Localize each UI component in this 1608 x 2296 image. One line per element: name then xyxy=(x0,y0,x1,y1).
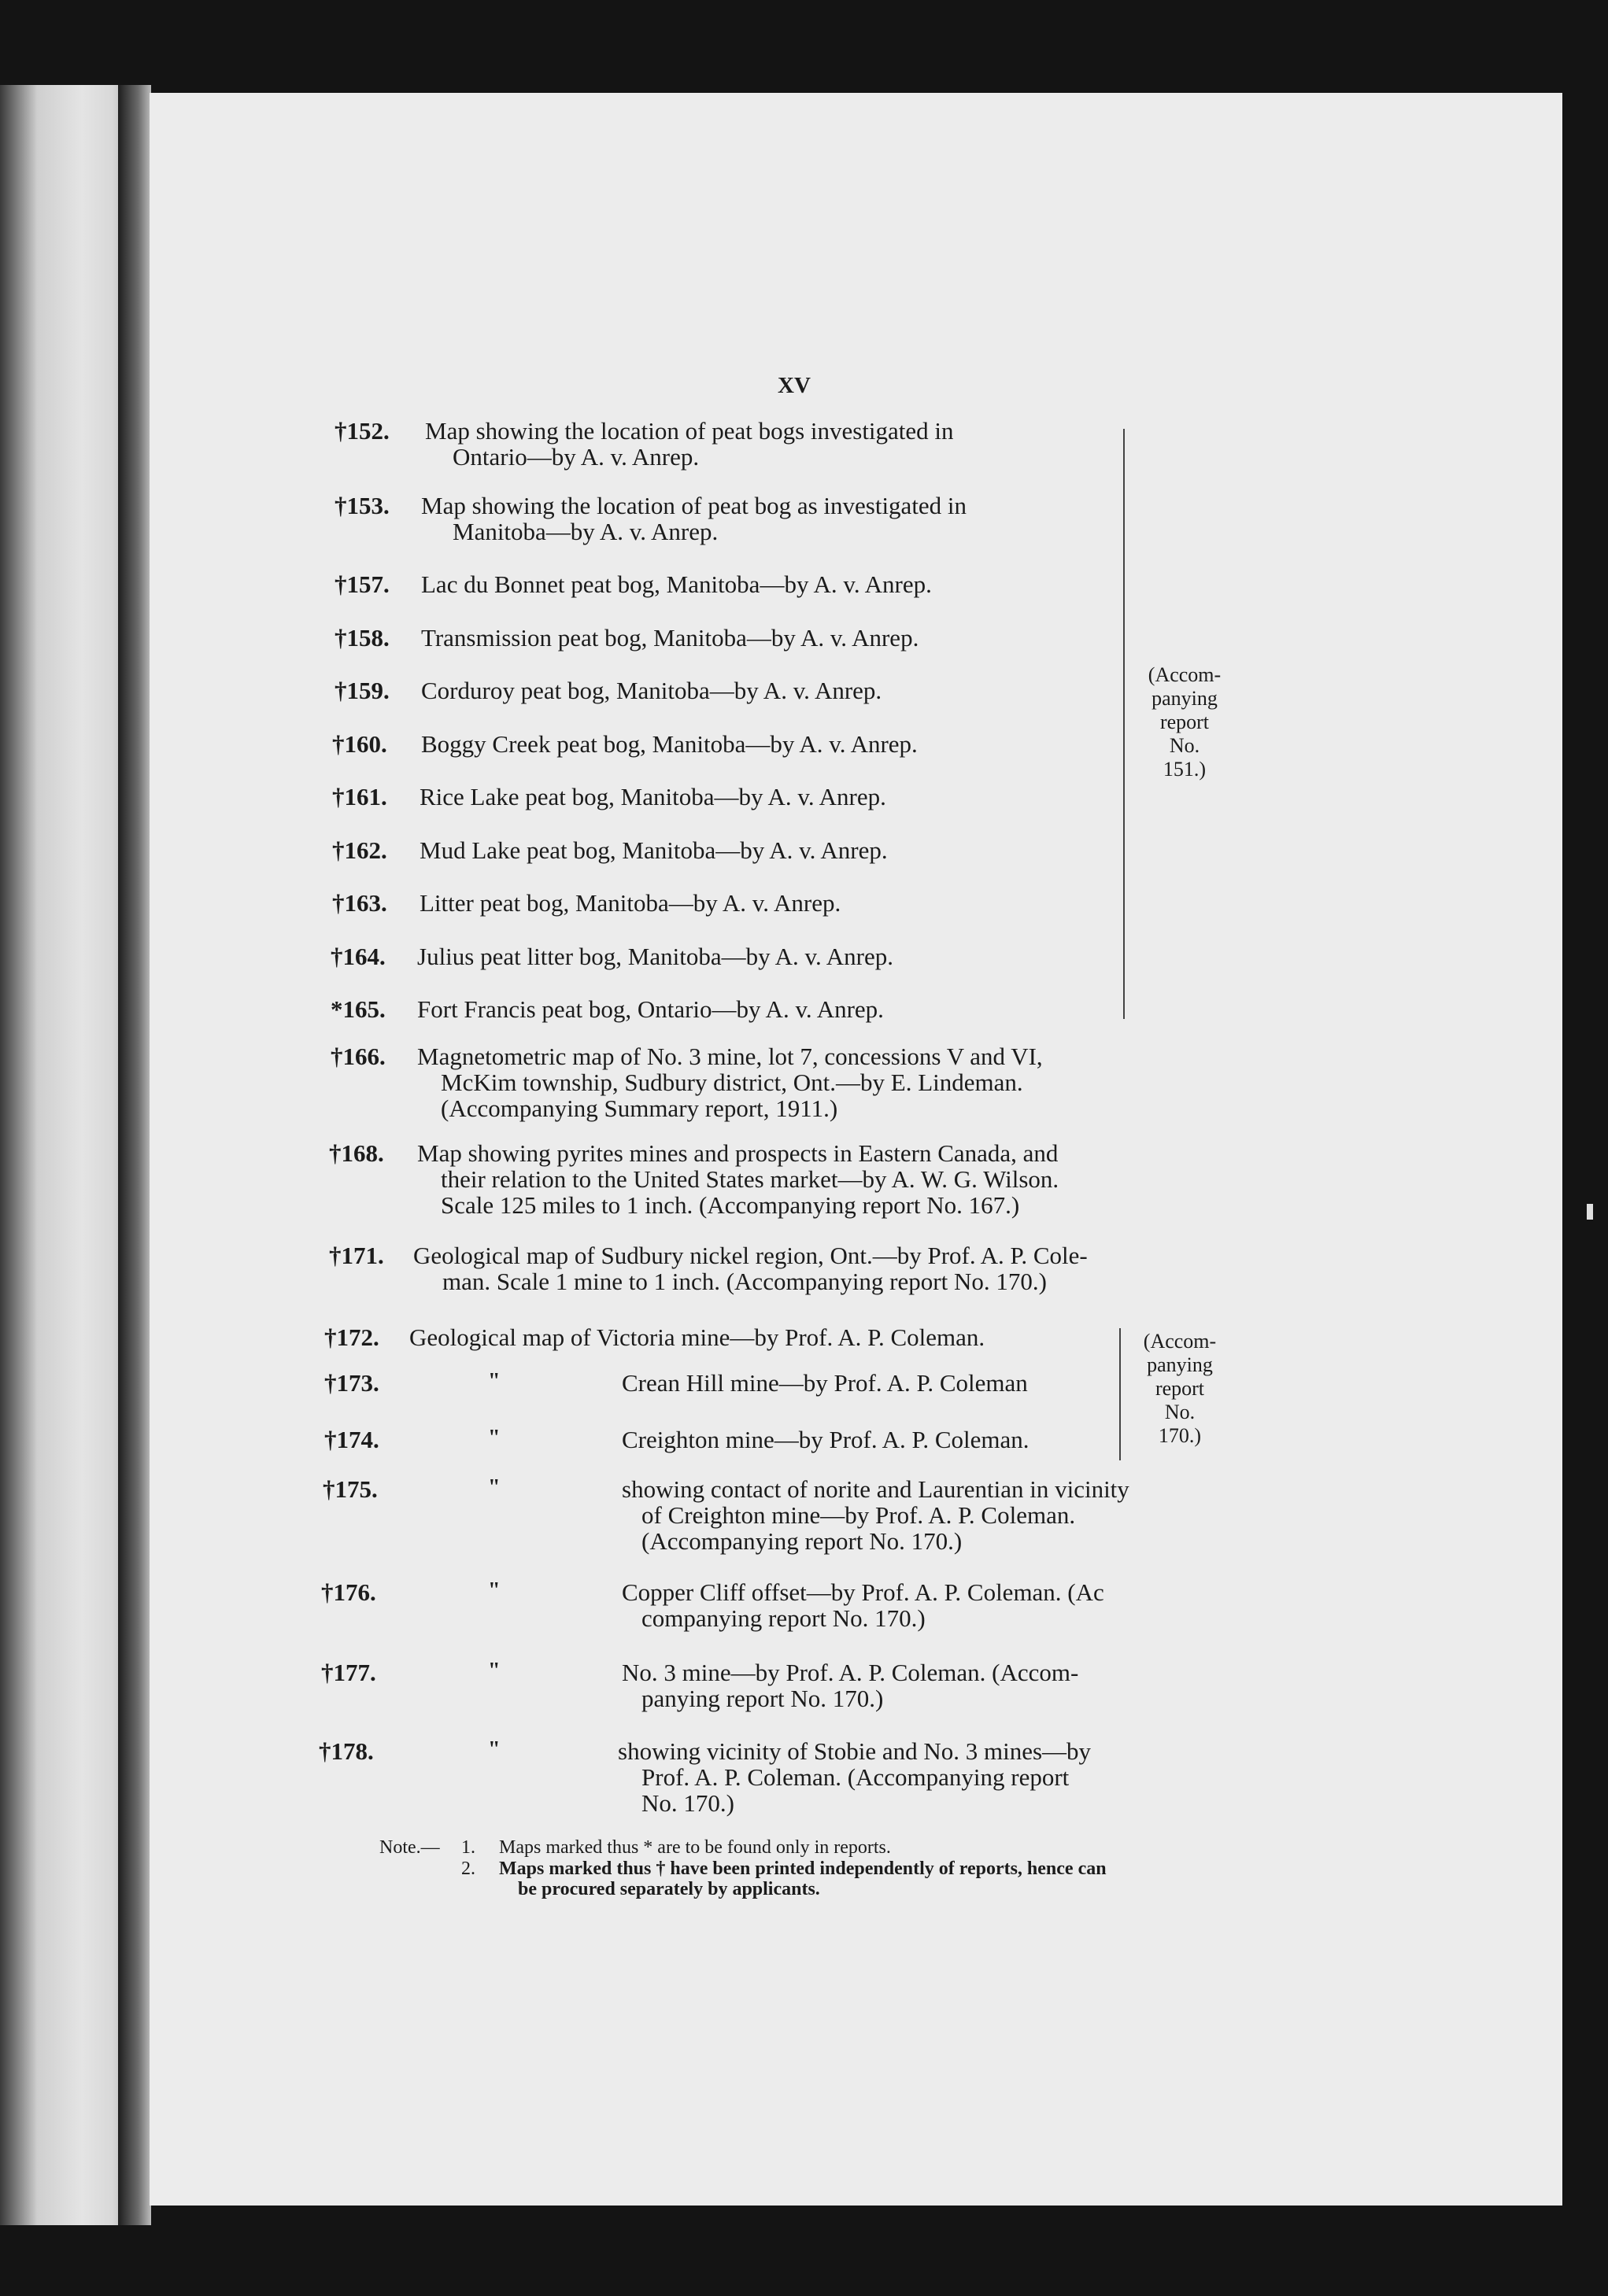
entry-text-line: Litter peat bog, Manitoba—by A. v. Anrep. xyxy=(420,889,841,917)
entry-text-line: Corduroy peat bog, Manitoba—by A. v. Anrep. xyxy=(421,677,882,704)
entry-text-line: Fort Francis peat bog, Ontario—by A. v. Anrep. xyxy=(417,995,884,1023)
brace-line: report xyxy=(1155,1376,1205,1400)
entry-number: †163. xyxy=(332,889,387,917)
entry-number: †171. xyxy=(329,1242,384,1269)
entry-text-line: showing vicinity of Stobie and No. 3 mines—by xyxy=(618,1737,1092,1765)
entry-text-line: man. Scale 1 mine to 1 inch. (Accompanying report No. 170.) xyxy=(442,1268,1047,1295)
entry-text-line: Copper Cliff offset—by Prof. A. P. Coleman. (Ac xyxy=(622,1578,1104,1606)
entry-number: †166. xyxy=(331,1043,386,1070)
entry-text-line: Ontario—by A. v. Anrep. xyxy=(453,443,700,471)
entry-text-line: showing contact of norite and Laurentian in vicinity xyxy=(622,1475,1129,1503)
note-label: Note.— xyxy=(379,1837,440,1858)
entry-text-line: Manitoba—by A. v. Anrep. xyxy=(453,518,719,545)
brace-line: panying xyxy=(1147,1353,1213,1376)
book-spine xyxy=(118,85,151,2225)
entry-text-line: Boggy Creek peat bog, Manitoba—by A. v. Anrep. xyxy=(421,730,918,758)
note-1-number: 1. xyxy=(461,1837,475,1858)
entry-text-line: Julius peat litter bog, Manitoba—by A. v. Anrep. xyxy=(417,943,893,970)
brace-line: No. xyxy=(1169,733,1200,757)
entry-number: †164. xyxy=(331,943,386,970)
entry-number: †158. xyxy=(335,624,390,652)
entry-text-line: Creighton mine—by Prof. A. P. Coleman. xyxy=(622,1426,1029,1453)
entry-number: †168. xyxy=(329,1139,384,1167)
entry-text-line: Map showing the location of peat bogs investigated in xyxy=(425,417,954,445)
brace-line: No. xyxy=(1164,1400,1196,1423)
entry-text-line: Transmission peat bog, Manitoba—by A. v. Anrep. xyxy=(421,624,919,652)
entry-text-line: Geological map of Sudbury nickel region, Ont.—by Prof. A. P. Cole- xyxy=(413,1242,1088,1269)
brace-rule-170 xyxy=(1119,1328,1121,1460)
ditto-mark: " xyxy=(488,1578,501,1603)
entry-number: †178. xyxy=(319,1737,374,1765)
note-2-text-line-1: Maps marked thus † have been printed independently of reports, hence can xyxy=(499,1859,1107,1879)
entry-number: †159. xyxy=(335,677,390,704)
entry-number: †172. xyxy=(324,1323,379,1351)
brace-line: report xyxy=(1159,710,1210,733)
ditto-mark: " xyxy=(488,1426,501,1450)
entry-text-line: Map showing the location of peat bog as investigated in xyxy=(421,492,967,519)
ditto-mark: " xyxy=(488,1369,501,1393)
right-margin-mark xyxy=(1587,1204,1593,1220)
entry-text-line: No. 170.) xyxy=(641,1789,734,1817)
brace-line: (Accom- xyxy=(1148,663,1222,686)
entry-text-line: Geological map of Victoria mine—by Prof. A. P. Coleman. xyxy=(409,1323,985,1351)
ditto-mark: " xyxy=(488,1659,501,1683)
ditto-mark: " xyxy=(488,1475,501,1500)
entry-text-line: Rice Lake peat bog, Manitoba—by A. v. Anrep. xyxy=(420,783,886,810)
entry-text-line: companying report No. 170.) xyxy=(641,1604,926,1632)
brace-label-151 xyxy=(1133,663,1236,781)
entry-text-line: Prof. A. P. Coleman. (Accompanying report xyxy=(641,1763,1070,1791)
entry-number: †153. xyxy=(335,492,390,519)
entry-text-line: Crean Hill mine—by Prof. A. P. Coleman xyxy=(622,1369,1028,1397)
entry-text-line: (Accompanying report No. 170.) xyxy=(641,1527,963,1555)
brace-rule-151 xyxy=(1123,429,1125,1019)
entry-text-line: their relation to the United States market—by A. W. G. Wilson. xyxy=(441,1165,1059,1193)
entry-text-line: McKim township, Sudbury district, Ont.—by E. Lindeman. xyxy=(441,1069,1023,1096)
entry-number: †152. xyxy=(335,417,390,445)
entry-number: †176. xyxy=(321,1578,376,1606)
entry-text-line: (Accompanying Summary report, 1911.) xyxy=(441,1094,838,1122)
entry-text-line: Map showing pyrites mines and prospects in Eastern Canada, and xyxy=(417,1139,1059,1167)
entry-number: †177. xyxy=(321,1659,376,1686)
entry-number: †161. xyxy=(332,783,387,810)
note-1-text: Maps marked thus * are to be found only in reports. xyxy=(499,1837,891,1858)
entry-number: †157. xyxy=(335,570,390,598)
brace-line: 170.) xyxy=(1158,1423,1202,1447)
entry-text-line: No. 3 mine—by Prof. A. P. Coleman. (Accom- xyxy=(622,1659,1079,1686)
entry-number: †174. xyxy=(324,1426,379,1453)
page-number: XV xyxy=(778,373,811,398)
note-2-text-line-2: be procured separately by applicants. xyxy=(518,1879,820,1899)
note-2-number: 2. xyxy=(461,1859,475,1879)
entry-text-line: Scale 125 miles to 1 inch. (Accompanying report No. 167.) xyxy=(441,1191,1020,1219)
entry-number: †162. xyxy=(332,836,387,864)
brace-line: 151.) xyxy=(1163,757,1207,781)
entry-text-line: Lac du Bonnet peat bog, Manitoba—by A. v. Anrep. xyxy=(421,570,932,598)
brace-line: (Accom- xyxy=(1143,1330,1217,1353)
entry-text-line: Mud Lake peat bog, Manitoba—by A. v. Anrep. xyxy=(420,836,888,864)
entry-text-line: panying report No. 170.) xyxy=(641,1685,884,1712)
entry-number: †173. xyxy=(324,1369,379,1397)
ditto-mark: " xyxy=(488,1737,501,1762)
entry-number: *165. xyxy=(331,995,386,1023)
entry-text-line: Magnetometric map of No. 3 mine, lot 7, concessions V and VI, xyxy=(417,1043,1043,1070)
brace-label-170 xyxy=(1129,1330,1231,1447)
entry-number: †160. xyxy=(332,730,387,758)
entry-number: †175. xyxy=(323,1475,378,1503)
entry-text-line: of Creighton mine—by Prof. A. P. Coleman. xyxy=(641,1501,1076,1529)
brace-line: panying xyxy=(1151,686,1218,710)
